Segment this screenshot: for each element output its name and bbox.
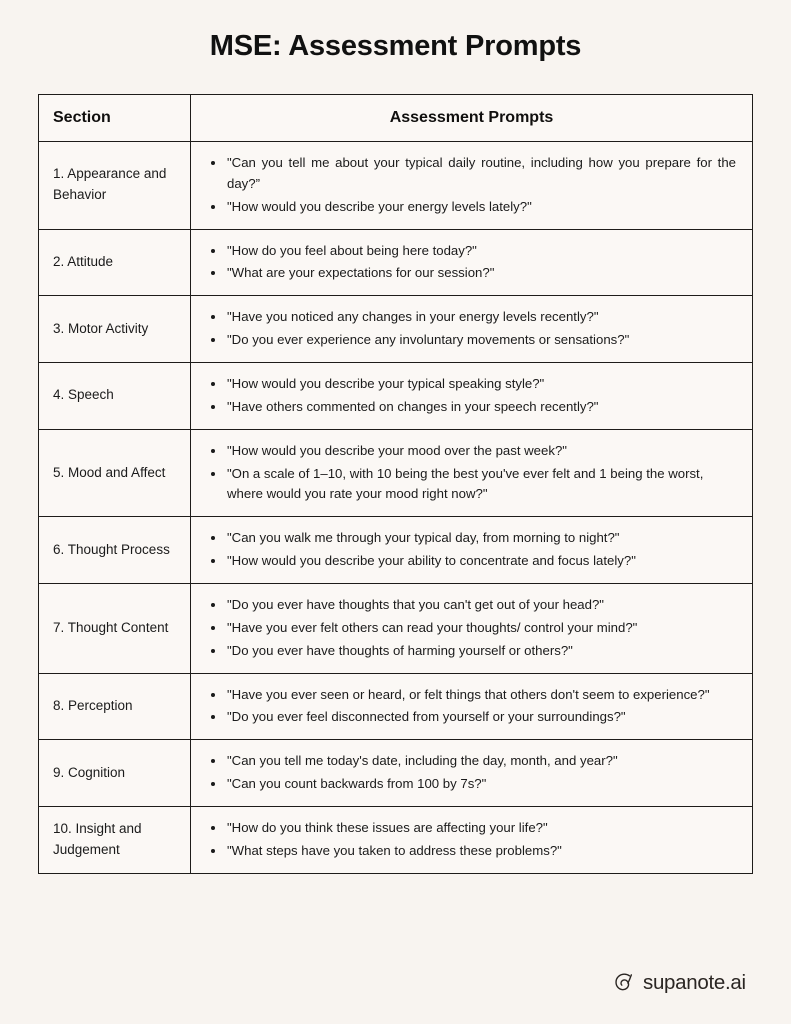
table-row	[39, 363, 753, 430]
footer-brand-logo	[612, 970, 746, 996]
section-label: 6. Thought Process	[39, 517, 191, 584]
prompt-item: "Do you ever experience any involuntary movements or sensations?"	[225, 330, 740, 351]
prompt-item: "Do you ever have thoughts that you can't get out of your head?"	[225, 595, 740, 616]
prompt-list	[199, 685, 740, 729]
prompt-item: "How would you describe your mood over the past week?"	[225, 441, 740, 462]
section-label: 9. Cognition	[39, 740, 191, 807]
prompt-item: "How do you think these issues are affecting your life?"	[225, 818, 740, 839]
prompt-list-cell	[191, 517, 753, 584]
prompt-list-cell	[191, 429, 753, 517]
prompt-list-cell	[191, 807, 753, 874]
prompt-list-cell	[191, 229, 753, 296]
table-row	[39, 673, 753, 740]
prompt-item: "On a scale of 1–10, with 10 being the best you've ever felt and 1 being the worst, where would you rate your mood right now?"	[225, 464, 740, 506]
prompt-list	[199, 374, 740, 418]
prompt-list	[199, 595, 740, 662]
prompt-item: "How do you feel about being here today?"	[225, 241, 740, 262]
prompt-item: "How would you describe your energy levels lately?"	[225, 197, 740, 218]
prompt-list-cell	[191, 363, 753, 430]
table-row	[39, 296, 753, 363]
prompt-item: "Have others commented on changes in your speech recently?"	[225, 397, 740, 418]
assessment-prompts-table	[38, 94, 753, 874]
prompt-list	[199, 153, 740, 218]
prompt-item: "Have you ever seen or heard, or felt things that others don't seem to experience?"	[225, 685, 740, 706]
prompt-item: "Have you ever felt others can read your thoughts/ control your mind?"	[225, 618, 740, 639]
spiral-swirl-icon	[612, 970, 638, 996]
prompt-list	[199, 528, 740, 572]
section-label: 3. Motor Activity	[39, 296, 191, 363]
table-row	[39, 517, 753, 584]
prompt-item: "Can you tell me about your typical daily routine, including how you prepare for the day?”	[225, 153, 740, 195]
section-label: 1. Appearance and Behavior	[39, 142, 191, 230]
prompt-list-cell	[191, 740, 753, 807]
section-label: 5. Mood and Affect	[39, 429, 191, 517]
prompt-list-cell	[191, 673, 753, 740]
table-row	[39, 584, 753, 674]
prompt-item: "What are your expectations for our session?"	[225, 263, 740, 284]
prompt-list	[199, 751, 740, 795]
table-row	[39, 229, 753, 296]
column-header-section: Section	[39, 95, 191, 142]
table-row	[39, 429, 753, 517]
prompt-list-cell	[191, 584, 753, 674]
prompt-item: "Do you ever feel disconnected from yourself or your surroundings?"	[225, 707, 740, 728]
prompt-item: "Have you noticed any changes in your energy levels recently?"	[225, 307, 740, 328]
table-row	[39, 807, 753, 874]
table-body	[39, 142, 753, 874]
table-row	[39, 142, 753, 230]
table-row	[39, 740, 753, 807]
section-label: 7. Thought Content	[39, 584, 191, 674]
prompt-list	[199, 307, 740, 351]
prompt-list	[199, 241, 740, 285]
prompt-list-cell	[191, 142, 753, 230]
prompt-item: "Can you walk me through your typical day, from morning to night?"	[225, 528, 740, 549]
prompt-list	[199, 441, 740, 506]
prompt-item: "What steps have you taken to address these problems?"	[225, 841, 740, 862]
prompt-item: "Can you count backwards from 100 by 7s?"	[225, 774, 740, 795]
prompt-item: "Can you tell me today's date, including the day, month, and year?"	[225, 751, 740, 772]
prompt-item: "How would you describe your ability to concentrate and focus lately?"	[225, 551, 740, 572]
section-label: 2. Attitude	[39, 229, 191, 296]
prompt-list	[199, 818, 740, 862]
brand-name: supanote.ai	[643, 971, 746, 994]
page-title: MSE: Assessment Prompts	[209, 30, 582, 62]
table-header	[39, 95, 753, 142]
column-header-prompts: Assessment Prompts	[191, 95, 753, 142]
section-label: 10. Insight and Judgement	[39, 807, 191, 874]
section-label: 8. Perception	[39, 673, 191, 740]
prompt-list-cell	[191, 296, 753, 363]
table-header-row	[39, 95, 753, 142]
prompt-item: "Do you ever have thoughts of harming yourself or others?"	[225, 641, 740, 662]
prompt-item: "How would you describe your typical speaking style?"	[225, 374, 740, 395]
section-label: 4. Speech	[39, 363, 191, 430]
